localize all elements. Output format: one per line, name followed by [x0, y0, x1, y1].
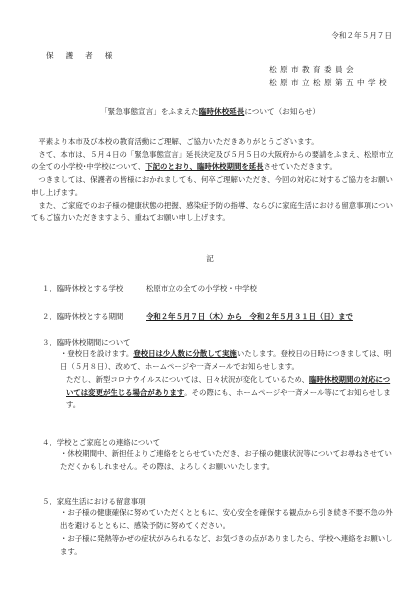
- closure-bullet-a: ・登校日を設けます。: [60, 349, 134, 359]
- document-title: [0, 106, 420, 118]
- item-contact-bullet: ・休校期間中、新担任よりご連絡をとらせていただき、お子様の健康状況等についてお尋ねさせていただくかもしれません。その際は、よろしくお願いいたします。: [60, 449, 392, 472]
- item-schools-value: 松原市立の全ての小学校・中学校: [146, 284, 257, 293]
- body-text: [31, 136, 394, 225]
- ki-heading: 記: [206, 254, 214, 263]
- item-closure-details: [42, 337, 394, 412]
- item-home-life: [42, 496, 394, 558]
- closure-bullet-emphasis: 登校日は少人数に分散して実施: [133, 349, 237, 359]
- item-schools-label: １．臨時休校とする学校: [42, 284, 124, 293]
- title-suffix: について（お知らせ）: [244, 107, 320, 116]
- paragraph-announcement-emphasis: 下記のとおり、臨時休校期間を延長: [145, 162, 264, 172]
- item-home-life-bullet-2: ・お子様に発熱等かぜの症状がみられるなど、お気づきの点がありましたら、学校へ連絡をお願いします。: [60, 533, 393, 556]
- paragraph-announcement-a: さて、本市は、５月４日の「緊急事態宣言」延長決定及び５月５日の大阪府からの要請をふまえ、松原市立の全ての小学校･中学校について、: [31, 149, 394, 172]
- paragraph-announcement: [31, 149, 394, 174]
- paragraph-home-care: また、ご家庭でのお子様の健康状態の把握、感染症予防の指導、ならびに家庭生活における留意事項についてもご協力いただきますよう、重ねてお願い申し上げます。: [31, 200, 393, 223]
- title-prefix: 「緊急事態宣言」をふまえた: [100, 107, 199, 116]
- sender-school: 松原市立松原第五中学校: [269, 77, 390, 87]
- closure-bullet-b: いたします。登校日の日時につきましては、明日（５月８日）、改めて、ホームページや一斉メールでお知らせします。: [60, 349, 392, 372]
- item-schools: [42, 283, 394, 294]
- item-period: [42, 311, 394, 322]
- item-closure-label: ３．臨時休校期間について: [42, 338, 131, 347]
- item-home-life-bullet-1: ・お子様の健康確保に努めていただくとともに、安心安全を確保する観点から引き続き不要不急の外出を避けるとともに、感染予防に努めてください。: [60, 508, 393, 531]
- closure-note-a: ただし、新型コロナウイルスについては、日々状況が変化しているため、: [66, 374, 310, 384]
- title-emphasis: 臨時休校延長: [198, 107, 245, 116]
- item-home-life-label: ５．家庭生活における留意事項: [42, 497, 146, 506]
- item-closure-bullet: [42, 348, 394, 373]
- closure-note-emphasis: 臨時休校期間の対応については変更が生じる場合があります: [66, 374, 391, 397]
- sender-board: 松原市教育委員会: [269, 65, 358, 74]
- item-contact: [42, 437, 394, 474]
- addressee: 保 護 者 様: [46, 51, 115, 60]
- paragraph-greeting: 平素より本市及び本校の教育活動にご理解、ご協力いただきありがとうございます。: [38, 137, 319, 146]
- item-period-value: 令和２年５月７日（木）から 令和２年５月３１日（日）まで: [146, 312, 353, 321]
- paragraph-request: つきましては、保護者の皆様におかれましても、何卒ご理解いただき、今回の対応に対するご協力をお願い申し上げます。: [31, 175, 393, 197]
- closure-note-b: 。その際にも、ホームページや一斉メール等にてお知らせします。: [66, 387, 391, 410]
- item-contact-label: ４．学校とご家庭との連絡について: [42, 438, 161, 447]
- paragraph-announcement-b: させていただきます。: [263, 162, 337, 172]
- item-closure-note: [42, 374, 394, 412]
- item-period-label: ２．臨時休校とする期間: [42, 312, 124, 321]
- sender-block: [269, 64, 390, 90]
- issue-date: 令和２年５月７日: [331, 31, 392, 40]
